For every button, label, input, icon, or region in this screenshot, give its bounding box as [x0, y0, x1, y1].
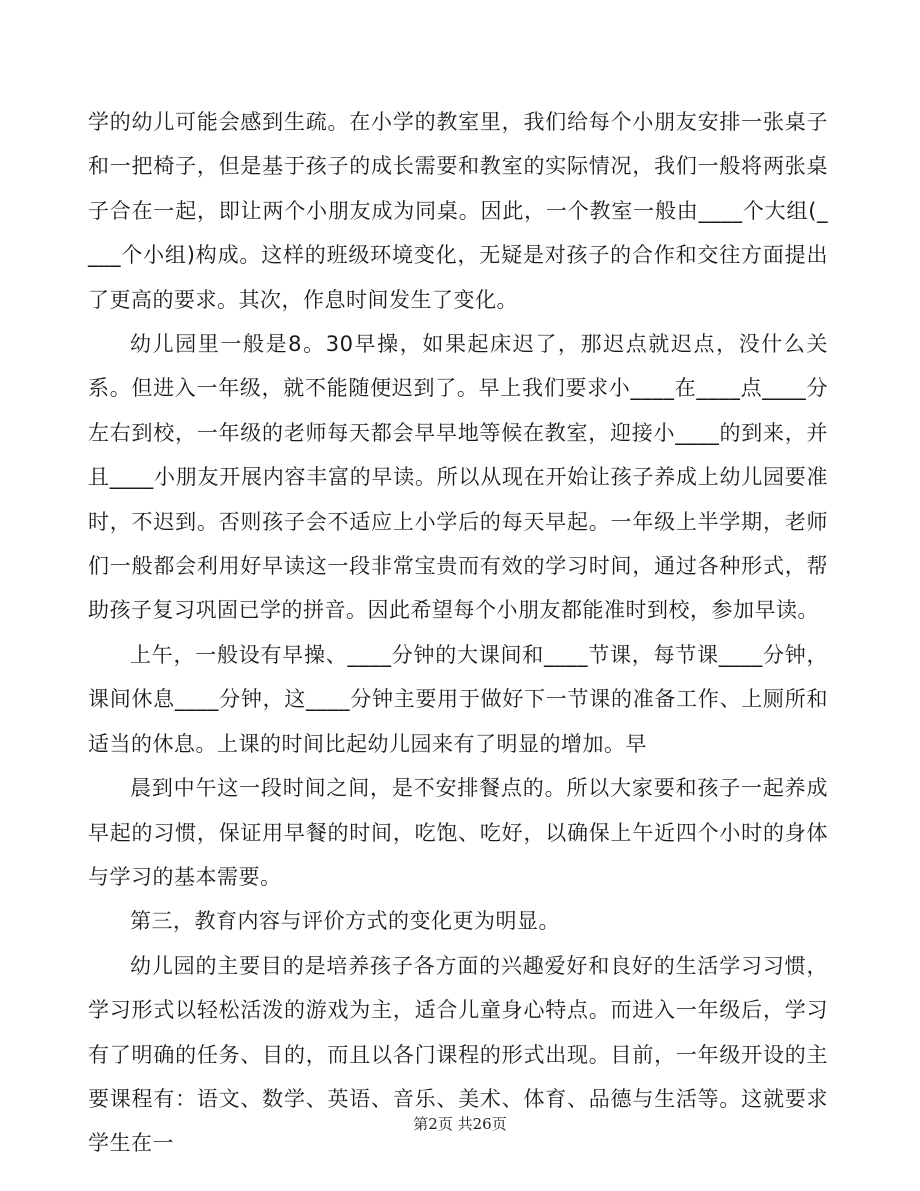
page-number-footer: 第2页 共26页	[413, 1115, 507, 1133]
paragraph-4: 晨到中午这一段时间之间，是不安排餐点的。所以大家要和孩子一起养成早起的习惯，保证用早餐的时间，吃饱、吃好，以确保上午近四个小时的身体与学习的基本需要。	[88, 776, 828, 889]
paragraph-3: 上午，一般设有早操、____分钟的大课间和____节课，每节课____分钟，课间休息____分钟，这____分钟主要用于做好下一节课的准备工作、上厕所和适当的休息。上课的时间比起幼儿园来有了明显的增加。早	[88, 642, 828, 756]
paragraph-5: 第三，教育内容与评价方式的变化更为明显。	[130, 909, 560, 934]
document-body	[88, 100, 828, 1166]
paragraph-6: 幼儿园的主要目的是培养孩子各方面的兴趣爱好和良好的生活学习习惯，学习形式以轻松活泼的游戏为主，适合儿童身心特点。而进入一年级后，学习有了明确的任务、目的，而且以各门课程的形式出现。目前，一年级开设的主要课程有：语文、数学、英语、音乐、美术、体育、品德与生活等。这就要求学生在一	[88, 953, 828, 1156]
paragraph-2: 幼儿园里一般是8。30早操，如果起床迟了，那迟点就迟点，没什么关系。但进入一年级，就不能随便迟到了。早上我们要求小____在____点____分左右到校，一年级的老师每天都会早早地等候在教室，迎接小____的到来，并且____小朋友开展内容丰富的早读。所以从现在开始让孩子养成上幼儿园要准时，不迟到。否则孩子会不适应上小学后的每天早起。一年级上半学期，老师们一般都会利用好早读这一段非常宝贵而有效的学习时间，通过各种形式，帮助孩子复习巩固已学的拼音。因此希望每个小朋友都能准时到校，参加早读。	[88, 332, 828, 623]
paragraph-1: 学的幼儿可能会感到生疏。在小学的教室里，我们给每个小朋友安排一张桌子和一把椅子，但是基于孩子的成长需要和教室的实际情况，我们一般将两张桌子合在一起，即让两个小朋友成为同桌。因此，一个教室一般由____个大组(____个小组)构成。这样的班级环境变化，无疑是对孩子的合作和交往方面提出了更高的要求。其次，作息时间发生了变化。	[88, 110, 828, 312]
